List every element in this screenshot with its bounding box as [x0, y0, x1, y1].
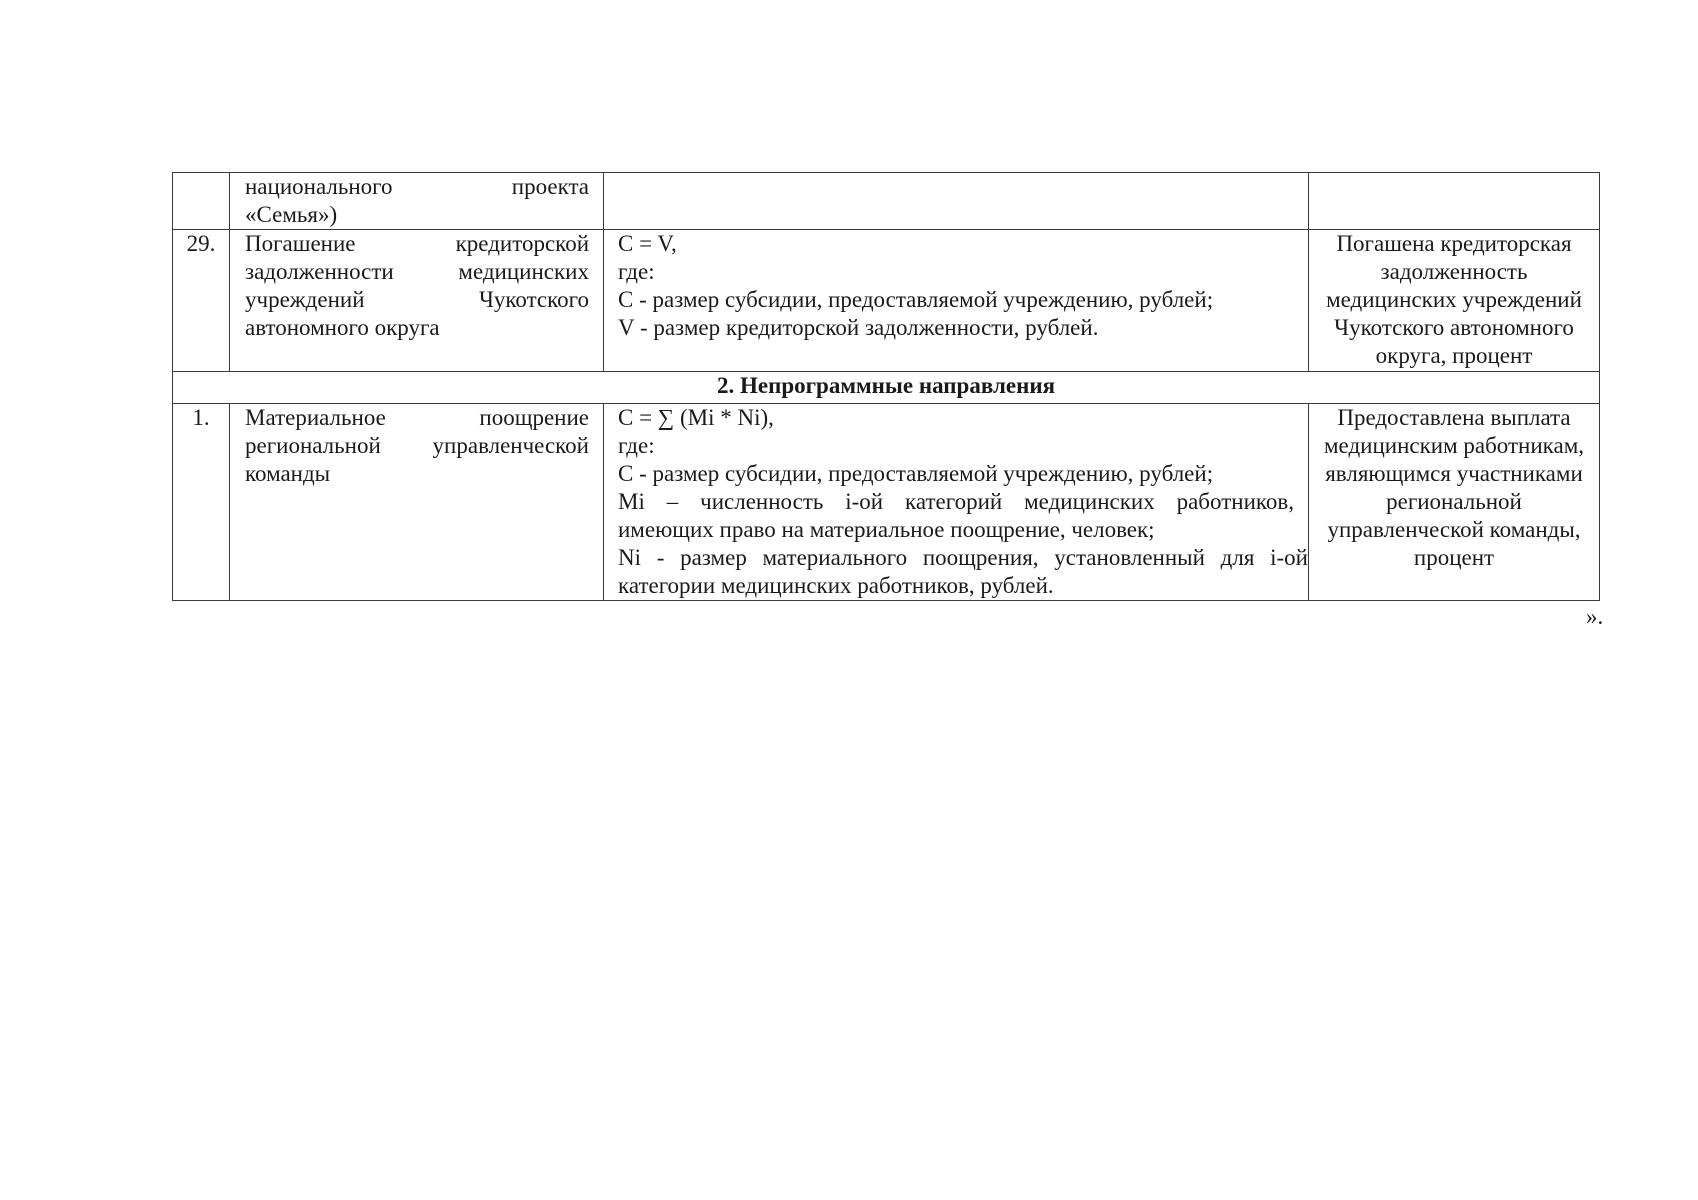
formula-line: где:: [618, 259, 655, 284]
result-line: округа, процент: [1375, 343, 1533, 368]
result-line: региональной: [1386, 489, 1522, 514]
result-line: Погашена кредиторская: [1336, 231, 1572, 256]
result-line: являющимся участниками: [1325, 461, 1583, 486]
closing-quote-mark: ».: [1586, 604, 1604, 629]
name-line: региональной управленческой: [245, 433, 589, 458]
formula-line: имеющих право на материальное поощрение, человек;: [618, 517, 1155, 542]
formula-line: где:: [618, 433, 655, 458]
name-line: команды: [245, 461, 331, 486]
row-result-cell: [1309, 404, 1600, 601]
table-row-continuation: [173, 173, 1600, 230]
table-section-row: [173, 372, 1600, 404]
result-line: Чукотского автономного: [1334, 315, 1574, 340]
formula-line: V - размер кредиторской задолженности, рублей.: [618, 315, 1099, 340]
row-name-cell: [230, 404, 604, 601]
result-line: медицинских учреждений: [1326, 287, 1582, 312]
name-line: национального проекта: [245, 174, 589, 199]
name-line: автономного округа: [245, 315, 440, 340]
name-line: задолженности медицинских: [245, 259, 589, 284]
row-result-cell: [1309, 173, 1600, 230]
name-line: Погашение кредиторской: [245, 231, 589, 256]
row-formula-cell: [604, 230, 1309, 372]
formula-line: Ni - размер материального поощрения, установленный для i-ой: [618, 545, 1308, 570]
name-line: учреждений Чукотского: [245, 287, 589, 312]
row-name-cell: [230, 173, 604, 230]
name-line: Материальное поощрение: [245, 405, 589, 430]
row-number-cell: 1.: [173, 404, 230, 601]
row-name-cell: [230, 230, 604, 372]
table-row-29: [173, 230, 1600, 372]
formula-line: категории медицинских работников, рублей.: [618, 573, 1054, 598]
row-result-cell: [1309, 230, 1600, 372]
formula-line: C = V,: [618, 231, 677, 256]
formula-line: C - размер субсидии, предоставляемой учреждению, рублей;: [618, 461, 1214, 486]
table-row-1: [173, 404, 1600, 601]
row-formula-cell: [604, 173, 1309, 230]
result-line: медицинским работникам,: [1323, 433, 1584, 458]
result-line: управленческой команды,: [1327, 517, 1581, 542]
name-line: «Семья»): [245, 202, 338, 227]
result-line: процент: [1413, 545, 1495, 570]
formula-line: C - размер субсидии, предоставляемой учреждению, рублей;: [618, 287, 1214, 312]
result-line: Предоставлена выплата: [1337, 405, 1571, 430]
row-number-cell: [173, 173, 230, 230]
row-number-cell: 29.: [173, 230, 230, 372]
result-line: задолженность: [1380, 259, 1528, 284]
section-title: 2. Непрограммные направления: [173, 372, 1600, 404]
formula-line: C = ∑ (Mi * Ni),: [618, 405, 774, 430]
row-formula-cell: [604, 404, 1309, 601]
formula-line: Mi – численность i-ой категорий медицинских работников,: [618, 489, 1294, 514]
document-table: [172, 172, 1600, 601]
